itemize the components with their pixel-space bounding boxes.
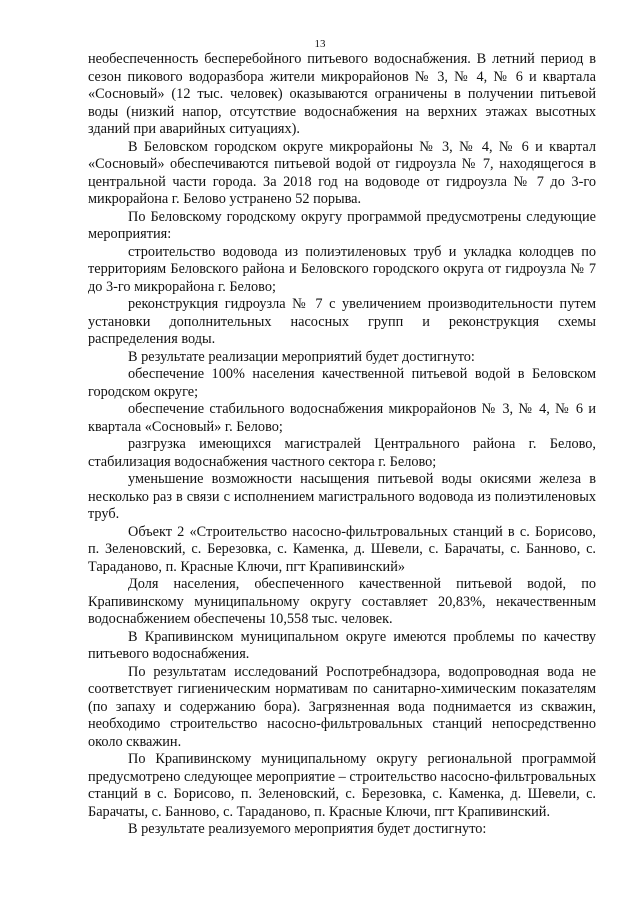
paragraph: разгрузка имеющихся магистралей Центрального района г. Белово, стабилизация водоснабжения частного сектора г. Белово; (88, 436, 596, 470)
paragraph: В результате реализуемого мероприятия будет достигнуто: (128, 821, 487, 837)
paragraph: реконструкция гидроузла № 7 с увеличением производительности путем установки дополнительных насосных групп и реконструкция схемы распределения воды. (88, 296, 596, 347)
paragraph: В Крапивинском муниципальном округе имеются проблемы по качеству питьевого водоснабжения. (88, 628, 596, 662)
paragraph: строительство водовода из полиэтиленовых труб и укладка колодцев по территориям Беловского района и Беловского городского округа от гидроузла № 7 до 3-го микрорайона г. Белово; (88, 243, 596, 295)
paragraph: В результате реализации мероприятий будет достигнуто: (128, 348, 475, 365)
page-number: 13 (314, 38, 326, 50)
paragraph: По Крапивинскому муниципальному округу региональной программой предусмотрено следующее мероприятие – строительство насосно-фильтровальных станций в с. Борисово, п. Зеленовский, с. Березовка, с. Каменка, д. Шевели, с. Барачаты, с. Банново, с. Тараданово, п. Красные Ключи, пгт Крапивинский. (88, 751, 596, 820)
paragraph: уменьшение возможности насыщения питьевой воды окисями железа в несколько раз в связи с исполнением магистрального водовода из полиэтиленовых труб. (88, 471, 596, 522)
paragraph: обеспечение 100% населения качественной питьевой водой в Беловском городском округе; (88, 366, 596, 400)
paragraph: необеспеченность бесперебойного питьевого водоснабжения. В летний период в сезон пикового водоразбора жители микрорайонов № 3, № 4, № 6 и квартала «Сосновый» (12 тыс. человек) оказываются ограничены в получении питьевой воды (низкий напор, отсутствие водоснабжения на верхних этажах высотных зданий при аварийных ситуациях). (88, 51, 596, 137)
paragraph: По результатам исследований Роспотребнадзора, водопроводная вода не соответствует гигиеническим нормативам по санитарно-химическим показателям (по запаху и содержанию бора). Загрязненная вода поднимается из скважин, необходимо строительство насосно-фильтровальных станций непосредственно около скважин. (88, 663, 596, 750)
paragraph: По Беловскому городскому округу программой предусмотрены следующие мероприятия: (88, 208, 596, 242)
paragraph: Объект 2 «Строительство насосно-фильтровальных станций в с. Борисово, п. Зеленовский, с. Березовка, с. Каменка, д. Шевели, с. Барачаты, с. Банново, с. Тараданово, п. Красные Ключи, пгт Крапивинский» (88, 523, 596, 575)
paragraph: Доля населения, обеспеченного качественной питьевой водой, по Крапивинскому муниципальному округу составляет 20,83%, некачественным водоснабжением обеспечены 10,558 тыс. человек. (88, 576, 596, 627)
paragraph: обеспечение стабильного водоснабжения микрорайонов № 3, № 4, № 6 и квартала «Сосновый» г. Белово; (88, 401, 596, 435)
document-body (88, 51, 596, 839)
paragraph: В Беловском городском округе микрорайоны № 3, № 4, № 6 и квартал «Сосновый» обеспечиваются питьевой водой от гидроузла № 7, находящегося в центральной части города. За 2018 год на водоводе от гидроузла № 7 до 3-го микрорайона г. Белово устранено 52 порыва. (88, 138, 596, 207)
